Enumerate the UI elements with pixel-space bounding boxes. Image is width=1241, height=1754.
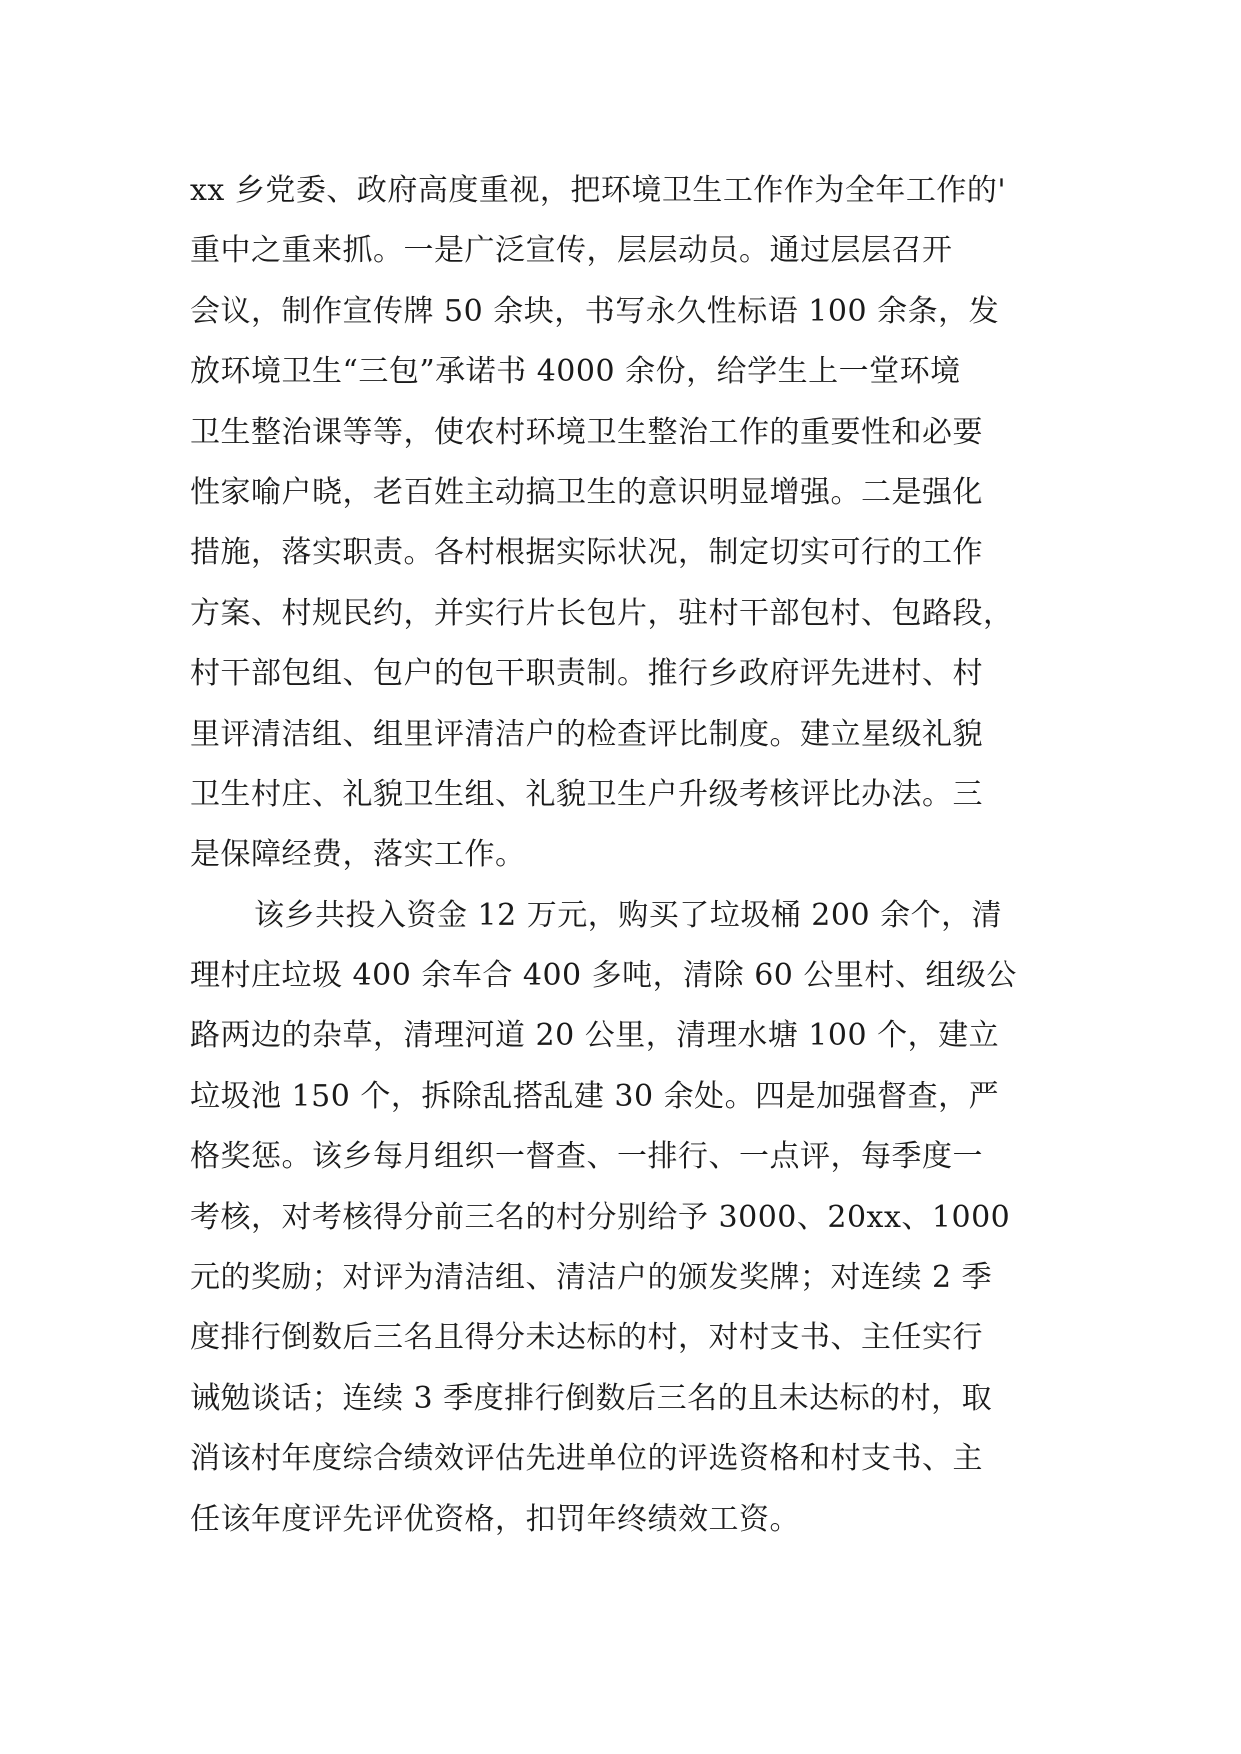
- paragraph-line: 村干部包组、包户的包干职责制。推行乡政府评先进村、村: [190, 656, 983, 692]
- paragraph-line: 重中之重来抓。一是广泛宣传，层层动员。通过层层召开: [190, 233, 953, 269]
- paragraph-line: 会议，制作宣传牌 50 余块，书写永久性标语 100 余条，发: [190, 293, 1000, 329]
- paragraph-line: 卫生村庄、礼貌卫生组、礼貌卫生户升级考核评比办法。三: [190, 776, 983, 812]
- paragraph-line: 方案、村规民约，并实行片长包片，驻村干部包村、包路段，: [190, 595, 1014, 631]
- paragraph-line: 元的奖励；对评为清洁组、清洁户的颁发奖牌；对连续 2 季: [190, 1260, 993, 1296]
- paragraph-line: 是保障经费，落实工作。: [190, 837, 526, 873]
- paragraph-line: 路两边的杂草，清理河道 20 公里，清理水塘 100 个，建立: [190, 1018, 1000, 1054]
- document-body: [190, 161, 1050, 1550]
- paragraph-2: [190, 886, 1050, 1550]
- paragraph-line: 诫勉谈话；连续 3 季度排行倒数后三名的且未达标的村，取: [190, 1380, 993, 1416]
- paragraph-line: 卫生整治课等等，使农村环境卫生整治工作的重要性和必要: [190, 414, 983, 450]
- paragraph-line: 措施，落实职责。各村根据实际状况，制定切实可行的工作: [190, 535, 983, 571]
- paragraph-line: 考核，对考核得分前三名的村分别给予 3000、20xx、1000: [190, 1199, 1011, 1235]
- paragraph-1: [190, 161, 1050, 886]
- paragraph-line: 消该村年度综合绩效评估先进单位的评选资格和村支书、主: [190, 1441, 983, 1477]
- paragraph-line: 该乡共投入资金 12 万元，购买了垃圾桶 200 余个，清: [254, 897, 1003, 933]
- paragraph-line: 任该年度评先评优资格，扣罚年终绩效工资。: [190, 1501, 800, 1537]
- paragraph-line: xx 乡党委、政府高度重视，把环境卫生工作作为全年工作的': [190, 173, 1007, 208]
- paragraph-line: 放环境卫生“三包”承诺书 4000 余份，给学生上一堂环境: [190, 354, 961, 390]
- paragraph-line: 度排行倒数后三名且得分未达标的村，对村支书、主任实行: [190, 1320, 983, 1356]
- paragraph-line: 理村庄垃圾 400 余车合 400 多吨，清除 60 公里村、组级公: [190, 958, 1017, 994]
- paragraph-line: 格奖惩。该乡每月组织一督查、一排行、一点评，每季度一: [190, 1139, 983, 1175]
- paragraph-line: 里评清洁组、组里评清洁户的检查评比制度。建立星级礼貌: [190, 716, 983, 752]
- paragraph-line: 垃圾池 150 个，拆除乱搭乱建 30 余处。四是加强督查，严: [190, 1078, 1000, 1114]
- paragraph-line: 性家喻户晓，老百姓主动搞卫生的意识明显增强。二是强化: [190, 474, 983, 510]
